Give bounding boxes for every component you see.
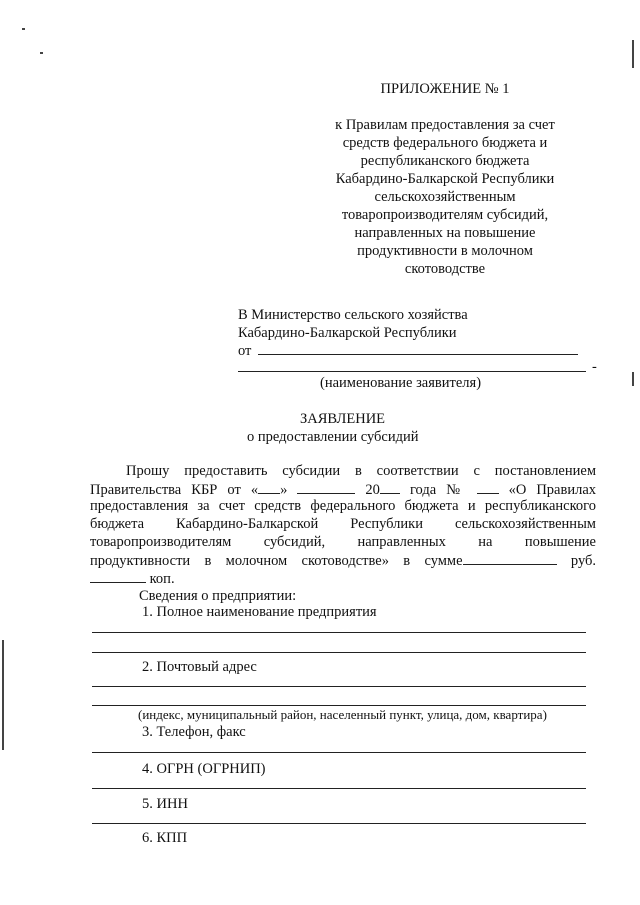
info-item-inn: 5. ИНН [142,796,188,812]
scan-mark [632,40,634,68]
inn-field[interactable] [92,823,586,824]
appendix-subtitle-line: сельскохозяйственным [374,189,516,205]
applicant-line[interactable] [238,371,586,372]
phone-field[interactable] [92,752,586,753]
body-line: продуктивности в молочном скотоводстве» в сумме руб. [90,553,597,569]
amount-kop-field[interactable] [90,569,146,583]
address-field[interactable] [92,705,586,706]
addressee-line2: Кабардино-Балкарской Республики [238,325,457,341]
scan-mark [22,28,25,30]
date-year-field[interactable] [380,480,400,494]
appendix-subtitle-line: Кабардино-Балкарской Республики [335,171,555,187]
info-header: Сведения о предприятии: [139,588,297,604]
scan-mark [40,52,43,54]
decree-number-field[interactable] [477,480,499,494]
applicant-line[interactable] [258,354,578,355]
date-day-field[interactable] [258,480,280,494]
body-line: коп. [90,569,175,588]
date-month-field[interactable] [297,480,355,494]
address-field[interactable] [92,686,586,687]
scan-mark [632,372,634,386]
appendix-subtitle-line: республиканского бюджета [360,153,530,169]
statement-subtitle: о предоставлении субсидий [247,429,419,445]
appendix-subtitle-line: товаропроизводителям субсидий, [341,207,549,223]
body-line: Прошу предоставить субсидии в соответствии с постановлением [126,463,596,479]
appendix-subtitle-line: скотоводстве [404,261,486,277]
ogrn-field[interactable] [92,788,586,789]
addressee-line1: В Министерство сельского хозяйства [238,307,468,323]
info-item-address: 2. Почтовый адрес [142,659,257,675]
statement-title: ЗАЯВЛЕНИЕ [300,411,386,427]
appendix-subtitle-line: средств федерального бюджета и [342,135,548,151]
body-line: Правительства КБР от « » 20 года № «О Правилах [90,482,597,498]
info-item-phone: 3. Телефон, факс [142,724,246,740]
body-line: товаропроизводителям субсидий, направленных на повышение [90,534,596,550]
info-item-kpp: 6. КПП [142,830,188,846]
info-item-name: 1. Полное наименование предприятия [142,604,377,620]
dash-mark: - [592,359,597,375]
body-line: предоставления за счет средств федерального бюджета и республиканского [90,498,596,514]
appendix-subtitle-line: продуктивности в молочном [357,243,533,259]
appendix-subtitle-line: направленных на повышение [354,225,536,241]
info-item-ogrn: 4. ОГРН (ОГРНИП) [142,761,266,777]
applicant-caption: (наименование заявителя) [320,375,482,391]
address-caption: (индекс, муниципальный район, населенный пункт, улица, дом, квартира) [138,707,547,722]
appendix-title: ПРИЛОЖЕНИЕ № 1 [380,81,510,97]
scan-mark [2,640,4,750]
name-field[interactable] [92,652,586,653]
amount-rub-field[interactable] [463,551,557,565]
body-line: бюджета Кабардино-Балкарской Республики сельскохозяйственным [90,516,596,532]
appendix-subtitle-line: к Правилам предоставления за счет [335,117,555,133]
appendix-subtitle [300,116,590,278]
name-field[interactable] [92,632,586,633]
from-label: от [238,343,252,359]
